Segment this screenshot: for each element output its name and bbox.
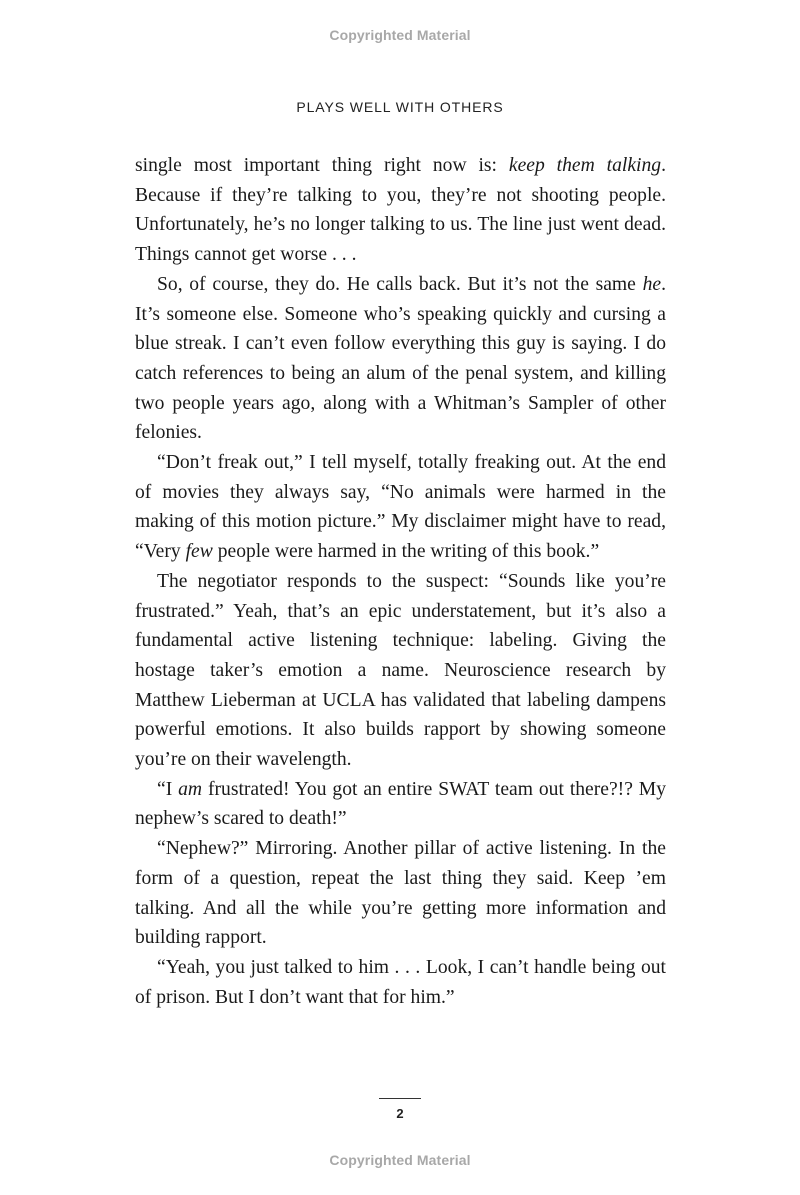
body-text — [135, 151, 666, 1012]
paragraph-6: “Nephew?” Mirroring. Another pillar of active listening. In the form of a question, repeat the last thing they said. Keep ’em talking. And all the while you’re getting more information and building rapport. — [135, 838, 666, 949]
paragraph-2-text-c: . It’s someone else. Someone who’s speaking quickly and cursing a blue streak. I can’t even follow everything this guy is saying. I do catch references to being an alum of the penal system, and killing two people years ago, along with a Whitman’s Sampler of other felonies. — [135, 273, 666, 444]
paragraph-7: “Yeah, you just talked to him . . . Look, I can’t handle being out of prison. But I don’t want that for him.” — [135, 956, 666, 1008]
paragraph-1-text-c: . Because if they’re talking to you, they’re not shooting people. Unfortunately, he’s no longer talking to us. The line just went dead. Things cannot get worse . . . — [135, 155, 666, 266]
paragraph-2-emphasis: he — [642, 273, 662, 295]
paragraph-4: The negotiator responds to the suspect: “Sounds like you’re frustrated.” Yeah, that’s an epic understatement, but it’s also a fundamental active listening technique: labeling. Giving the hostage taker’s emotion a name. Neuroscience research by Matthew Lieberman at UCLA has validated that labeling dampens powerful emotions. It also builds rapport by showing someone you’re on their wavelength. — [135, 570, 666, 771]
copyright-watermark-bottom: Copyrighted Material — [329, 1152, 471, 1168]
folio-rule — [379, 1098, 421, 1099]
paragraph-3-text-c: people were harmed in the writing of this book.” — [212, 541, 600, 563]
paragraph-3-text-a: “Don’t freak out,” I tell myself, totally freaking out. At the end of movies they always say, “No animals were harmed in the making of this motion picture.” My disclaimer might have to read, “Very — [135, 452, 666, 563]
paragraph-1-emphasis: keep them talking — [508, 155, 662, 176]
running-head: PLAYS WELL WITH OTHERS — [296, 99, 504, 115]
page-number: 2 — [396, 1106, 404, 1121]
paragraph-3-emphasis: few — [185, 541, 213, 563]
paragraph-1-text-a: single most important thing right now is: — [135, 155, 509, 176]
paragraph-2 — [135, 270, 666, 448]
copyright-watermark-top: Copyrighted Material — [329, 27, 471, 43]
paragraph-5-emphasis: am — [178, 778, 203, 800]
paragraph-5-text-a: “I — [157, 778, 179, 800]
paragraph-2-text-a: So, of course, they do. He calls back. But it’s not the same — [157, 273, 643, 295]
paragraph-5-text-c: frustrated! You got an entire SWAT team out there?!? My nephew’s scared to death!” — [135, 778, 666, 830]
paragraph-5 — [135, 775, 666, 834]
paragraph-1 — [135, 151, 666, 270]
paragraph-3 — [135, 448, 666, 567]
